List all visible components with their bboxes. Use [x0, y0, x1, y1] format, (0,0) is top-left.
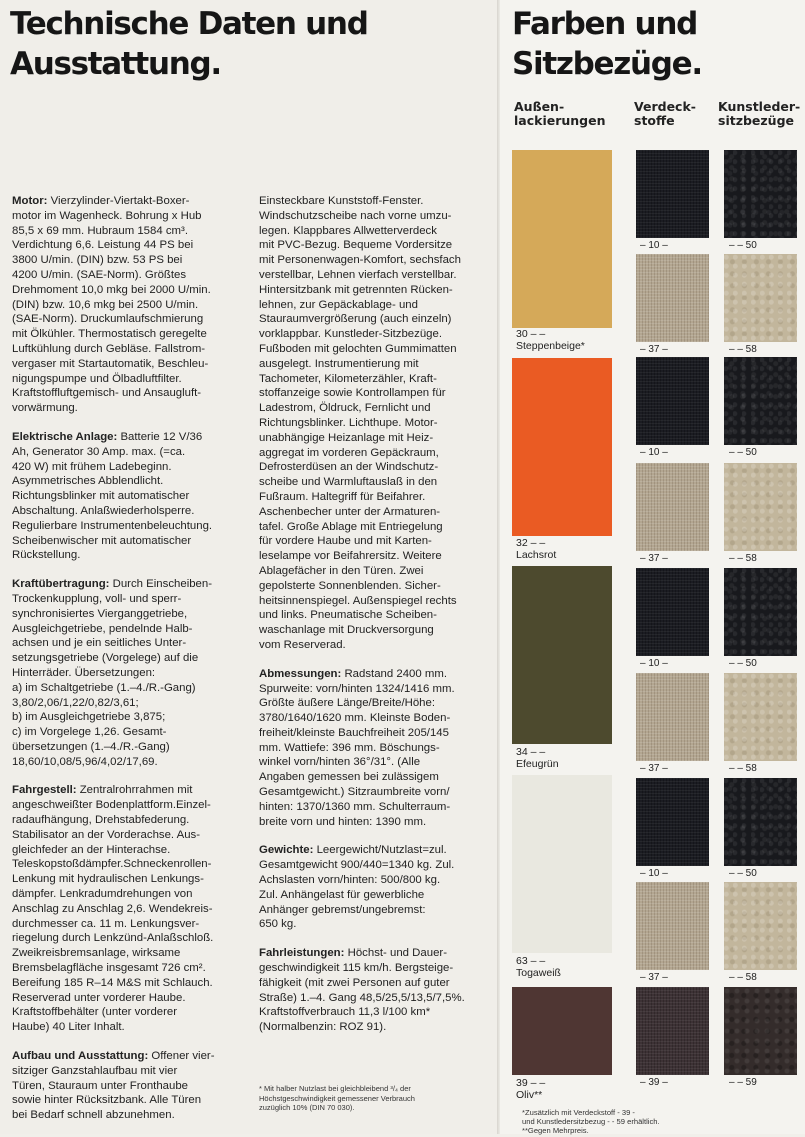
- fabric-code: – 37 –: [640, 763, 668, 774]
- spec-text: Batterie 12 V/36 Ah, Generator 30 Amp. max. (=ca. 420 W) mit frühem Ladebeginn. Asymmetrisches Abblendlicht. Richtungsblinker mit automatischer Abschaltung. Anlaßwiederholsperre. Regulierbare Instrumentenbeleuchtung. Scheibenwischer mit automatischer Rückstellung.: [12, 430, 213, 562]
- fabric-code: – 37 –: [640, 344, 668, 355]
- spec-performance: [259, 946, 491, 1035]
- leather-code: – – 50: [729, 658, 757, 669]
- spec-heading: Kraftübertragung:: [12, 578, 110, 591]
- fabric-code: – 10 –: [640, 240, 668, 251]
- spec-motor: [12, 194, 255, 416]
- leather-swatch: [724, 673, 797, 761]
- spec-heading: Aufbau und Ausstattung:: [12, 1050, 149, 1063]
- leather-code: – – 59: [729, 1077, 757, 1088]
- leather-code: – – 50: [729, 447, 757, 458]
- spec-body: [12, 1049, 255, 1123]
- leather-code: – – 58: [729, 344, 757, 355]
- fabric-code: – 10 –: [640, 658, 668, 669]
- spec-heading: Abmessungen:: [259, 667, 342, 680]
- leather-swatch: [724, 568, 797, 656]
- header-leather: Kunstleder- sitzbezüge: [718, 99, 801, 128]
- spec-text: Leergewicht/Nutzlast=zul. Gesamtgewicht 900/440=1340 kg. Zul. Achslasten vorn/hinten: 500/800 kg. Zul. Anhängelast für gewerbliche Anhänger gebremst/ungebremst: 650 kg.: [259, 844, 455, 931]
- fabric-code: – 37 –: [640, 972, 668, 983]
- fabric-swatch: [636, 463, 709, 551]
- spec-chassis: [12, 783, 255, 1035]
- consumption-footnote: * Mit halber Nutzlast bei gleichbleibend ³/₄ der Höchstgeschwindigkeit gemessener Verbrauch zuzüglich 10% (DIN 70 030).: [259, 1084, 415, 1112]
- leather-swatch: [724, 254, 797, 342]
- spec-weights: [259, 843, 491, 932]
- fabric-swatch: [636, 882, 709, 970]
- paint-label: 34 – – Efeugrün: [516, 746, 559, 770]
- leather-swatch: [724, 987, 797, 1075]
- spec-electrics: [12, 430, 255, 563]
- paint-label: 32 – – Lachsrot: [516, 537, 557, 561]
- fabric-swatch: [636, 778, 709, 866]
- fabric-swatch: [636, 150, 709, 238]
- fabric-code: – 39 –: [640, 1077, 668, 1088]
- fabric-code: – 10 –: [640, 868, 668, 879]
- paint-swatch: [512, 150, 612, 328]
- spec-text: Höchst- und Dauer- geschwindigkeit 115 km/h. Bergsteige- fähigkeit (mit zwei Personen auf guter Straße) 1.–4. Gang 48,5/25,5/13,5/7,5%. Kraftstoffverbrauch 11,3 l/100 km* (Normalbenzin: ROZ 91).: [259, 947, 465, 1034]
- leather-swatch: [724, 463, 797, 551]
- fabric-swatch: [636, 357, 709, 445]
- spec-dimensions: [259, 667, 491, 830]
- spec-text: Einsteckbare Kunststoff-Fenster. Windschutzscheibe nach vorne umzu- legen. Klappbares Allwetterverdeck mit PVC-Bezug. Bequeme Vordersitze mit Personenwagen-Komfort, sechsfach verstellbar, Lehnen vierfach verstellbar. Hintersitzbank mit getrennten Rücken- lehnen, zur Gepäckablage- und Stauraumvergrößerung (auch einzeln) vorklappbar. Kunstleder-Sitzbezüge. Fußboden mit gelochten Gummimatten ausgelegt. Instrumentierung mit Tachometer, Kilometerzähler, Kraft- stoffanzeige sowie Kontrollampen für Ladestrom, Öldruck, Fernlicht und Richtungsblinker. Lichthupe. Motor- unabhängige Heizanlage mit Heiz- aggregat im vorderen Gepäckraum, Defrosterdüsen an der Windschutz- scheibe und Warmluftauslaß in den Fußraum. Haltegriff für Beifahrer. Aschenbecher unter der Armaturen- tafel. Große Ablage mit Entriegelung für vordere Haube und mit Karten- leselampe vor Beifahrersitz. Weitere Ablagefächer in den Türen. Zwei gepolsterte Sonnenblenden. Sicher- heitsinnenspiegel. Außenspiegel rechts und links. Pneumatische Scheiben- waschanlage mit Druckversorgung vom Reserverad.: [259, 195, 461, 651]
- spec-heading: Fahrleistungen:: [259, 947, 345, 960]
- page-title-left: Technische Daten und Ausstattung.: [10, 6, 368, 82]
- fabric-code: – 37 –: [640, 553, 668, 564]
- paint-label: 30 – – Steppenbeige*: [516, 328, 585, 352]
- leather-swatch: [724, 150, 797, 238]
- paint-swatch: [512, 775, 612, 953]
- paint-swatch: [512, 358, 612, 536]
- fabric-swatch: [636, 568, 709, 656]
- spec-heading: Motor:: [12, 195, 48, 207]
- paint-swatch: [512, 987, 612, 1075]
- fabric-swatch: [636, 673, 709, 761]
- leather-swatch: [724, 778, 797, 866]
- spec-text: Vierzylinder-Viertakt-Boxer- motor im Wagenheck. Bohrung x Hub 85,5 x 69 mm. Hubraum 1584 cm³. Verdichtung 6,6. Leistung 44 PS bei 3800 U/min. (DIN) bzw. 53 PS bei 4200 U/min. (SAE-Norm). Größtes Drehmoment 10,0 mkg bei 2000 U/min. (DIN) bzw. 10,6 mkg bei 2500 U/min. (SAE-Norm). Druckumlaufschmierung mit Ölkühler. Thermostatisch geregelte Luftkühlung durch Gebläse. Fallstrom- vergaser mit Startautomatik, Beschleu- nigungspumpe und Ölbadluftfilter. Kraftstoffluftgemisch- und Ansaugluft- vorwärmung.: [12, 195, 211, 415]
- spec-text: Durch Einscheiben- Trockenkupplung, voll- und sperr- synchronisiertes Vierganggetriebe, Ausgleichgetriebe, pendelnde Halb- achsen und je ein seitliches Unter- setzungsgetriebe (Vorgelege) auf die Hinterräder. Übersetzungen: a) im Schaltgetriebe (1.–4./R.-Gang) 3,80/2,06/1,22/0,82/3,61; b) im Ausgleichgetriebe 3,875; c) im Vorgelege 1,26. Gesamt- übersetzungen (1.–4./R.-Gang) 18,60/10,08/5,96/4,02/17,69.: [12, 578, 213, 768]
- leather-code: – – 58: [729, 972, 757, 983]
- fabric-code: – 10 –: [640, 447, 668, 458]
- fabric-swatch: [636, 987, 709, 1075]
- leather-swatch: [724, 882, 797, 970]
- page-title-right: Farben und Sitzbezüge.: [512, 6, 702, 82]
- spec-column-1: [12, 194, 255, 1137]
- paint-swatch: [512, 566, 612, 744]
- leather-swatch: [724, 357, 797, 445]
- fabric-swatch: [636, 254, 709, 342]
- spec-text: Radstand 2400 mm. Spurweite: vorn/hinten 1324/1416 mm. Größte äußere Länge/Breite/Höhe: 3780/1640/1620 mm. Kleinste Boden- freiheit/kleinste Bauchfreiheit 205/145 mm. Wattiefe: 396 mm. Böschungs- winkel vorn/hinten 36°/31°. (Alle Angaben gemessen bei zulässigem Gesamtgewicht.) Sitzraumbreite vorn/ hinten: 1370/1360 mm. Schulterraum- breite vorn und hinten: 1390 mm.: [259, 667, 455, 828]
- header-fabric: Verdeck- stoffe: [634, 99, 696, 128]
- leather-code: – – 50: [729, 868, 757, 879]
- spec-text: Zentralrohrrahmen mit angeschweißter Bodenplattform.Einzel- radaufhängung, Drehstabfederung. Stabilisator an der Vorderachse. Aus- gleichfeder an der Hinterachse. Teleskopstoßdämpfer.Schneckenrollen- Lenkung mit hydraulischen Lenkungs- dämpfer. Lenkradumdrehungen von Anschlag zu Anschlag 2,6. Wendekreis- durchmesser ca. 11 m. Lenkungsver- riegelung durch Lenkzünd-Anlaßschloß. Zweikreisbremsanlage, wirksame Bremsbelagfläche insgesamt 726 cm². Bereifung 185 R–14 M&S mit Schlauch. Reserverad unter vorderer Haube. Kraftstoffbehälter (unter vorderer Haube) 40 Liter Inhalt.: [12, 784, 214, 1034]
- spec-heading: Fahrgestell:: [12, 784, 77, 797]
- leather-code: – – 58: [729, 553, 757, 564]
- spec-heading: Gewichte:: [259, 844, 314, 857]
- header-paint: Außen- lackierungen: [514, 99, 606, 128]
- spec-column-2: [259, 194, 491, 1049]
- page-fold: [497, 0, 500, 1134]
- color-footnote: *Zusätzlich mit Verdeckstoff - 39 - und Kunstledersitzbezug - - 59 erhältlich. **Gegen Mehrpreis.: [522, 1108, 660, 1135]
- spec-text: Offener vier- sitziger Ganzstahlaufbau mit vier Türen, Stauraum unter Fronthaube sowie hinter Rücksitzbank. Alle Türen bei Bedarf schnell abzunehmen.: [12, 1050, 215, 1122]
- paint-label: 39 – – Oliv**: [516, 1077, 546, 1101]
- leather-code: – – 50: [729, 240, 757, 251]
- paint-label: 63 – – Togaweiß: [516, 955, 561, 979]
- spec-heading: Elektrische Anlage:: [12, 430, 118, 443]
- leather-code: – – 58: [729, 763, 757, 774]
- spec-drivetrain: [12, 577, 255, 769]
- spec-equipment: [259, 194, 491, 653]
